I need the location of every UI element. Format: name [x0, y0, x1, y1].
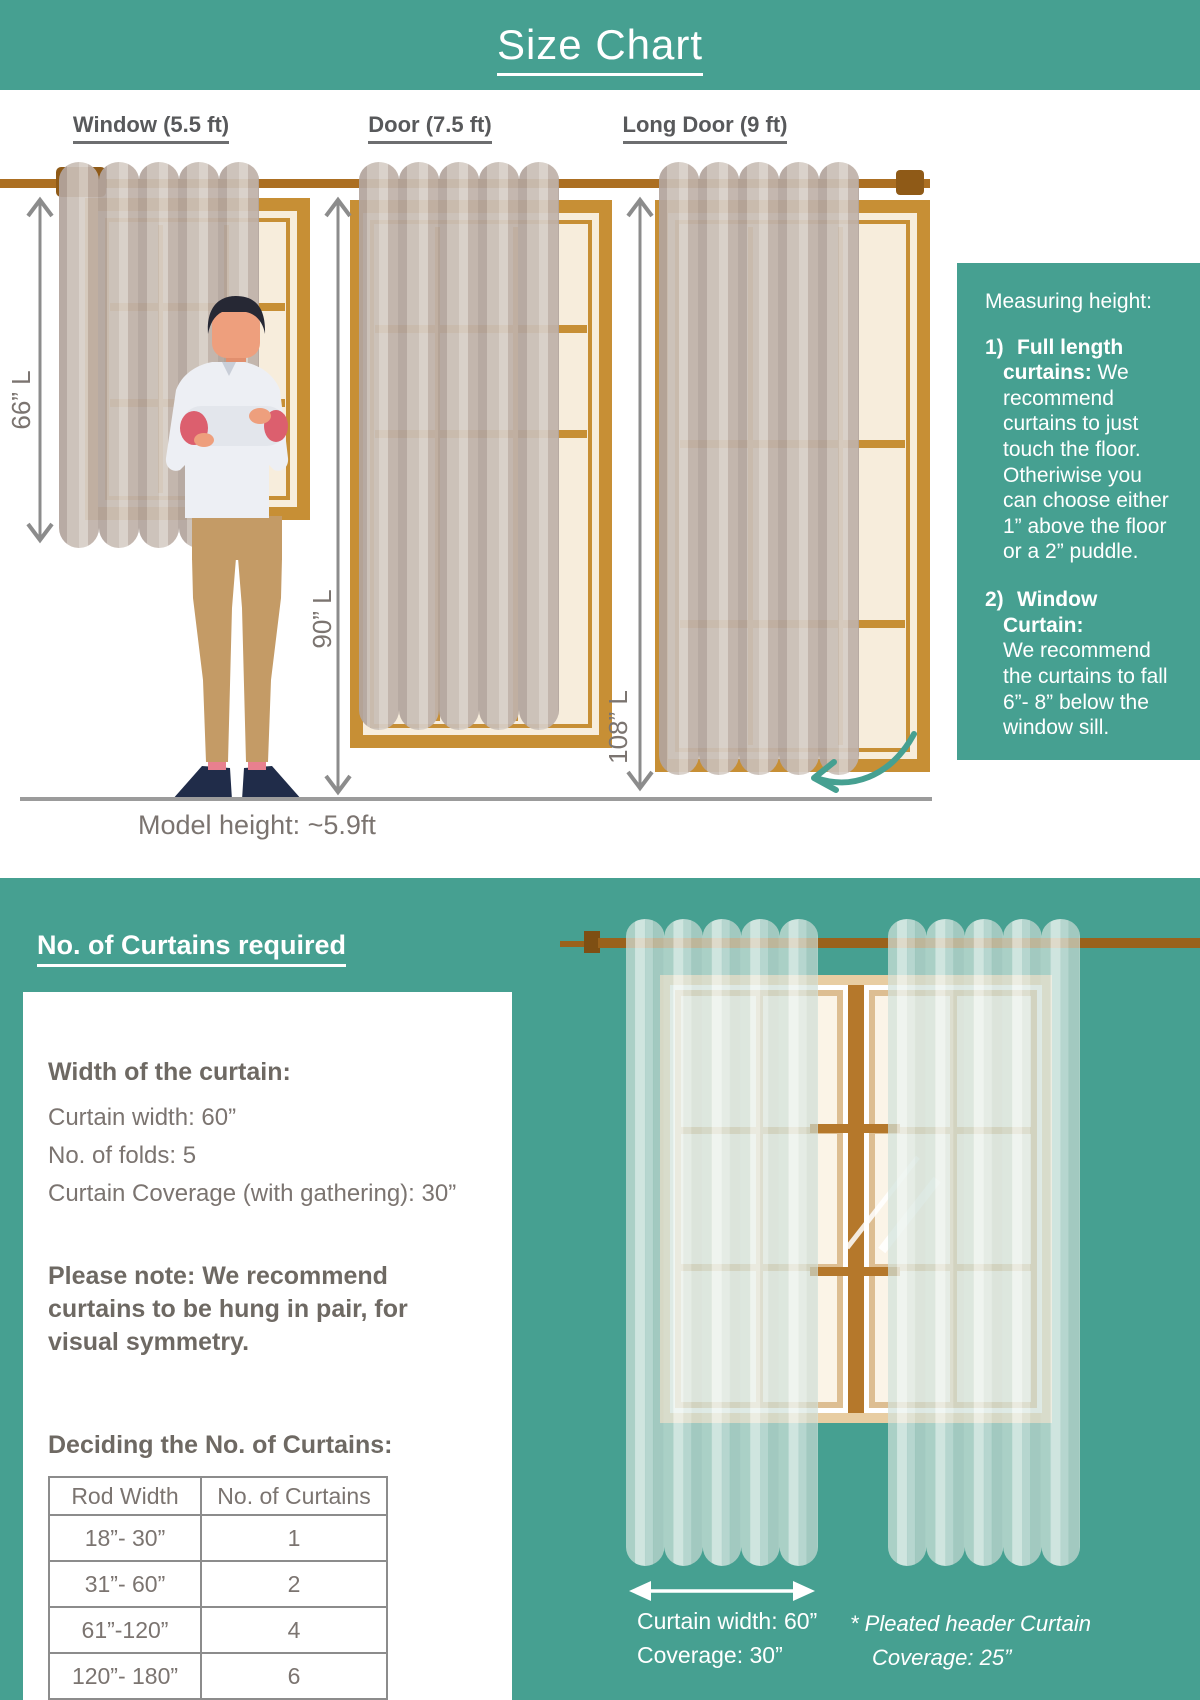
folds-line: No. of folds: 5 — [48, 1142, 197, 1169]
model-figure — [148, 288, 308, 800]
curtain-width-line: Curtain width: 60” — [48, 1104, 237, 1131]
bottom-rod-stub — [560, 941, 586, 947]
sheer-curtain-right — [887, 916, 1081, 1567]
size-table — [48, 1476, 388, 1700]
sheer-curtain-left — [625, 916, 819, 1567]
info-item-full-length: 1) Full length curtains: We recommend curtains to just touch the floor. Otheriwise you can choose either 1” above the floor or a 2” puddle. — [985, 335, 1169, 564]
info-box-title: Measuring height: — [985, 290, 1152, 313]
curtain-info-card — [23, 992, 512, 1700]
width-title: Width of the curtain: — [48, 1058, 291, 1086]
page-title: Size Chart — [497, 21, 703, 69]
size-table-row: 120”- 180” 6 — [49, 1653, 387, 1699]
measure-arrow-90 — [322, 196, 354, 796]
size-table-row: 31”- 60” 2 — [49, 1561, 387, 1607]
long-door-curtain-illustration — [658, 160, 860, 777]
long-door-section-label: Long Door (9 ft) — [585, 112, 825, 138]
coverage-line: Curtain Coverage (with gathering): 30” — [48, 1180, 457, 1207]
curtains-required-heading: No. of Curtains required — [37, 930, 346, 961]
length-label-108: 108” L — [603, 690, 633, 764]
curved-arrow-icon — [798, 726, 922, 798]
floor-line — [20, 797, 932, 801]
curtain-width-label: Curtain width: 60” — [637, 1608, 818, 1634]
length-label-90: 90” L — [307, 589, 337, 649]
width-arrow-icon — [625, 1578, 819, 1604]
header-band — [0, 0, 1200, 90]
model-height-label: Model height: ~5.9ft — [138, 810, 376, 840]
coverage-label: Coverage: 30” — [637, 1642, 783, 1668]
size-table-row: 61”-120” 4 — [49, 1607, 387, 1653]
door-section-label: Door (7.5 ft) — [310, 112, 550, 138]
pair-note: Please note: We recommend curtains to be hung in pair, for visual symmetry. — [48, 1262, 408, 1356]
table-title: Deciding the No. of Curtains: — [48, 1431, 393, 1459]
info-item-window-curtain: 2) Window Curtain: We recommend the curtains to fall 6”- 8” below the window sill. — [985, 588, 1168, 740]
size-table-row: 18”- 30” 1 — [49, 1515, 387, 1561]
pleated-note-line1: * Pleated header Curtain — [850, 1611, 1091, 1636]
window-section-label: Window (5.5 ft) — [31, 112, 271, 138]
rod-finial-right — [896, 170, 924, 195]
length-label-66: 66” L — [6, 370, 36, 430]
measuring-height-info-box — [957, 263, 1200, 760]
size-table-header-row: Rod Width No. of Curtains — [49, 1477, 387, 1515]
pleated-note-line2: Coverage: 25” — [872, 1645, 1012, 1670]
door-curtain-illustration — [358, 160, 560, 732]
